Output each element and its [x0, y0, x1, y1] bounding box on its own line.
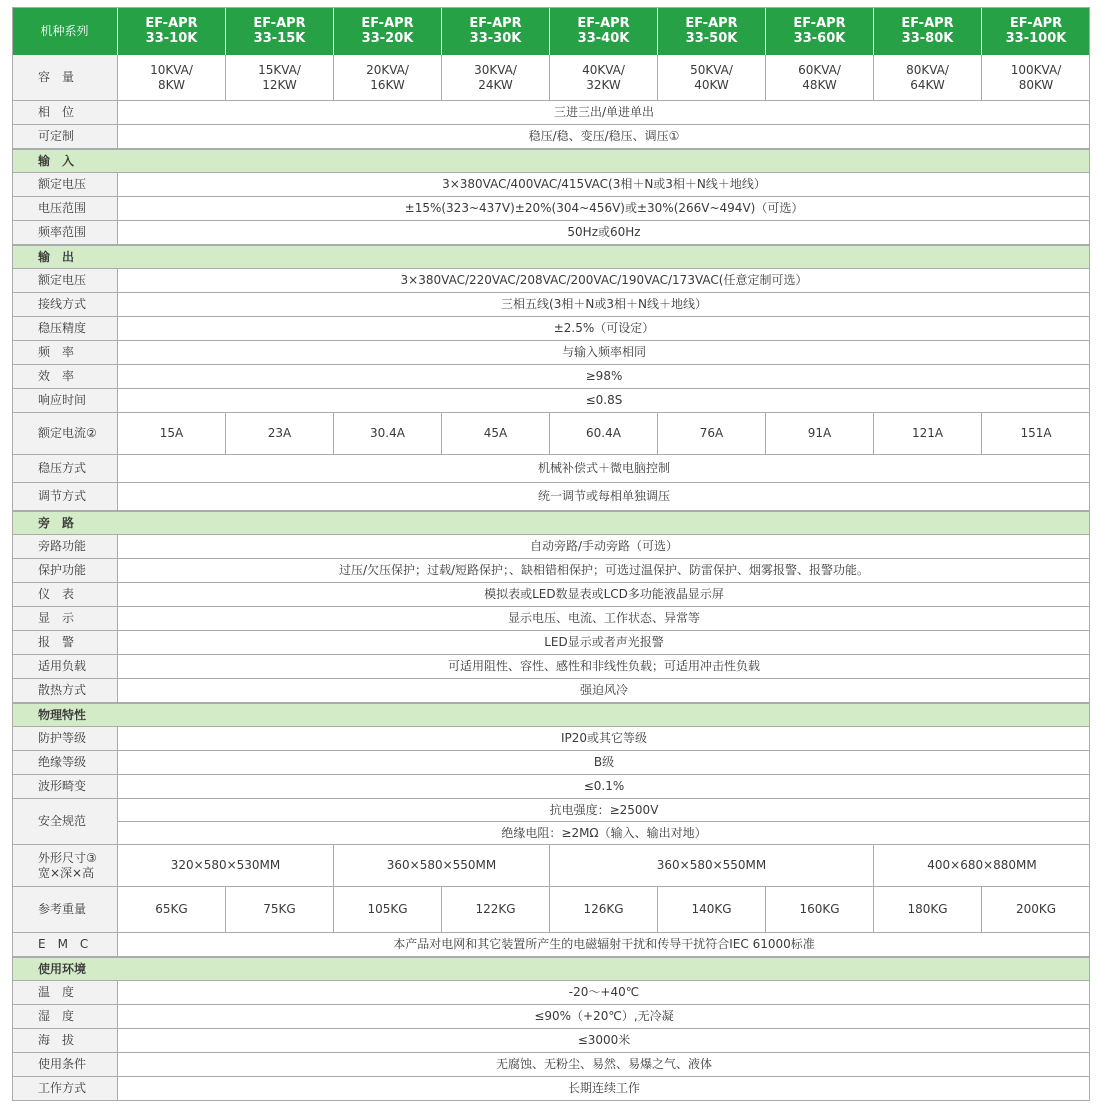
row-cell: 160KG [766, 887, 874, 933]
row-label: 外形尺寸③ 宽×深×高 [12, 845, 118, 887]
row-label: 安全规范 [12, 799, 118, 845]
row-label: 频率范围 [12, 221, 118, 245]
row-value: ≥98% [118, 365, 1090, 389]
row-cell: 40KVA/ 32KW [550, 55, 658, 101]
row-cell: 30KVA/ 24KW [442, 55, 550, 101]
row-value: 自动旁路/手动旁路（可选） [118, 535, 1090, 559]
row-cell: 76A [658, 413, 766, 455]
row-value: 50Hz或60Hz [118, 221, 1090, 245]
row-cell: 50KVA/ 40KW [658, 55, 766, 101]
row-label: 显 示 [12, 607, 118, 631]
row-label: 温 度 [12, 981, 118, 1005]
row-label: 相 位 [12, 101, 118, 125]
row-label: 旁路功能 [12, 535, 118, 559]
row-cell: 15A [118, 413, 226, 455]
row-label: 额定电压 [12, 173, 118, 197]
section-header: 旁 路 [12, 511, 1090, 535]
row-value: 统一调节或每相单独调压 [118, 483, 1090, 511]
row-value: ±15%(323~437V)±20%(304~456V)或±30%(266V~494V)（可选） [118, 197, 1090, 221]
row-label: 频 率 [12, 341, 118, 365]
row-value: 可适用阻性、容性、感性和非线性负载；可适用冲击性负载 [118, 655, 1090, 679]
row-value: ≤0.1% [118, 775, 1090, 799]
model-header-3: EF-APR 33-30K [442, 7, 550, 55]
row-label: 接线方式 [12, 293, 118, 317]
row-value: 过压/欠压保护；过载/短路保护；、缺相错相保护；可选过温保护、防雷保护、烟雾报警、报警功能。 [118, 559, 1090, 583]
row-value: 稳压/稳、变压/稳压、调压① [118, 125, 1090, 149]
model-header-2: EF-APR 33-20K [334, 7, 442, 55]
row-label: 响应时间 [12, 389, 118, 413]
row-value: LED显示或者声光报警 [118, 631, 1090, 655]
row-label: 湿 度 [12, 1005, 118, 1029]
row-value: 强迫风冷 [118, 679, 1090, 703]
row-cell: 15KVA/ 12KW [226, 55, 334, 101]
row-cell: 91A [766, 413, 874, 455]
row-label: 工作方式 [12, 1077, 118, 1101]
row-value: 三进三出/单进单出 [118, 101, 1090, 125]
row-label: 绝缘等级 [12, 751, 118, 775]
row-value: ≤0.8S [118, 389, 1090, 413]
row-cell: 121A [874, 413, 982, 455]
row-value: 模拟表或LED数显表或LCD多功能液晶显示屏 [118, 583, 1090, 607]
row-value: 3×380VAC/220VAC/208VAC/200VAC/190VAC/173VAC(任意定制可选） [118, 269, 1090, 293]
row-cell: 23A [226, 413, 334, 455]
model-header-1: EF-APR 33-15K [226, 7, 334, 55]
row-cell: 45A [442, 413, 550, 455]
row-value: 无腐蚀、无粉尘、易然、易爆之气、液体 [118, 1053, 1090, 1077]
row-value: 长期连续工作 [118, 1077, 1090, 1101]
row-label: 效 率 [12, 365, 118, 389]
row-label: 参考重量 [12, 887, 118, 933]
row-label: 保护功能 [12, 559, 118, 583]
row-value: -20～+40℃ [118, 981, 1090, 1005]
row-cell: 65KG [118, 887, 226, 933]
section-header: 使用环境 [12, 957, 1090, 981]
row-value: B级 [118, 751, 1090, 775]
row-value: 本产品对电网和其它装置所产生的电磁辐射干扰和传导干扰符合IEC 61000标准 [118, 933, 1090, 957]
row-label: 可定制 [12, 125, 118, 149]
row-value-line: 抗电强度：≥2500V [118, 799, 1090, 822]
row-label: 容 量 [12, 55, 118, 101]
section-header: 输 入 [12, 149, 1090, 173]
row-label: 防护等级 [12, 727, 118, 751]
row-cell: 180KG [874, 887, 982, 933]
row-label: 仪 表 [12, 583, 118, 607]
row-label: 调节方式 [12, 483, 118, 511]
row-cell: 20KVA/ 16KW [334, 55, 442, 101]
row-label: 适用负载 [12, 655, 118, 679]
row-value: IP20或其它等级 [118, 727, 1090, 751]
row-cell: 126KG [550, 887, 658, 933]
row-cell-group: 400×680×880MM [874, 845, 1090, 887]
row-value: 3×380VAC/400VAC/415VAC(3相＋N或3相＋N线＋地线） [118, 173, 1090, 197]
row-value: 与输入频率相同 [118, 341, 1090, 365]
row-cell: 80KVA/ 64KW [874, 55, 982, 101]
model-header-7: EF-APR 33-80K [874, 7, 982, 55]
row-value-line: 绝缘电阻：≥2MΩ（输入、输出对地） [118, 822, 1090, 845]
header-label: 机种系列 [12, 7, 118, 55]
row-cell: 122KG [442, 887, 550, 933]
row-value: ±2.5%（可设定） [118, 317, 1090, 341]
section-header: 输 出 [12, 245, 1090, 269]
row-cell: 75KG [226, 887, 334, 933]
row-label: 使用条件 [12, 1053, 118, 1077]
row-cell: 140KG [658, 887, 766, 933]
row-label: 波形畸变 [12, 775, 118, 799]
model-header-6: EF-APR 33-60K [766, 7, 874, 55]
row-value: 三相五线(3相＋N或3相＋N线＋地线） [118, 293, 1090, 317]
model-header-0: EF-APR 33-10K [118, 7, 226, 55]
row-cell: 60KVA/ 48KW [766, 55, 874, 101]
row-label: 海 拔 [12, 1029, 118, 1053]
section-header: 物理特性 [12, 703, 1090, 727]
row-label: 散热方式 [12, 679, 118, 703]
row-value: 机械补偿式＋微电脑控制 [118, 455, 1090, 483]
row-label: 报 警 [12, 631, 118, 655]
row-cell-group: 360×580×550MM [550, 845, 874, 887]
row-label: 稳压方式 [12, 455, 118, 483]
row-cell: 105KG [334, 887, 442, 933]
model-header-4: EF-APR 33-40K [550, 7, 658, 55]
row-label: 额定电压 [12, 269, 118, 293]
row-value: 显示电压、电流、工作状态、异常等 [118, 607, 1090, 631]
row-label: 电压范围 [12, 197, 118, 221]
row-cell: 10KVA/ 8KW [118, 55, 226, 101]
row-cell: 60.4A [550, 413, 658, 455]
model-header-8: EF-APR 33-100K [982, 7, 1090, 55]
row-value: ≤3000米 [118, 1029, 1090, 1053]
row-cell: 30.4A [334, 413, 442, 455]
row-label: E M C [12, 933, 118, 957]
model-header-5: EF-APR 33-50K [658, 7, 766, 55]
row-label: 额定电流② [12, 413, 118, 455]
row-cell-group: 320×580×530MM [118, 845, 334, 887]
row-cell-group: 360×580×550MM [334, 845, 550, 887]
row-cell: 200KG [982, 887, 1090, 933]
row-label: 稳压精度 [12, 317, 118, 341]
row-value: ≤90%（+20℃）,无冷凝 [118, 1005, 1090, 1029]
row-cell: 151A [982, 413, 1090, 455]
row-cell: 100KVA/ 80KW [982, 55, 1090, 101]
